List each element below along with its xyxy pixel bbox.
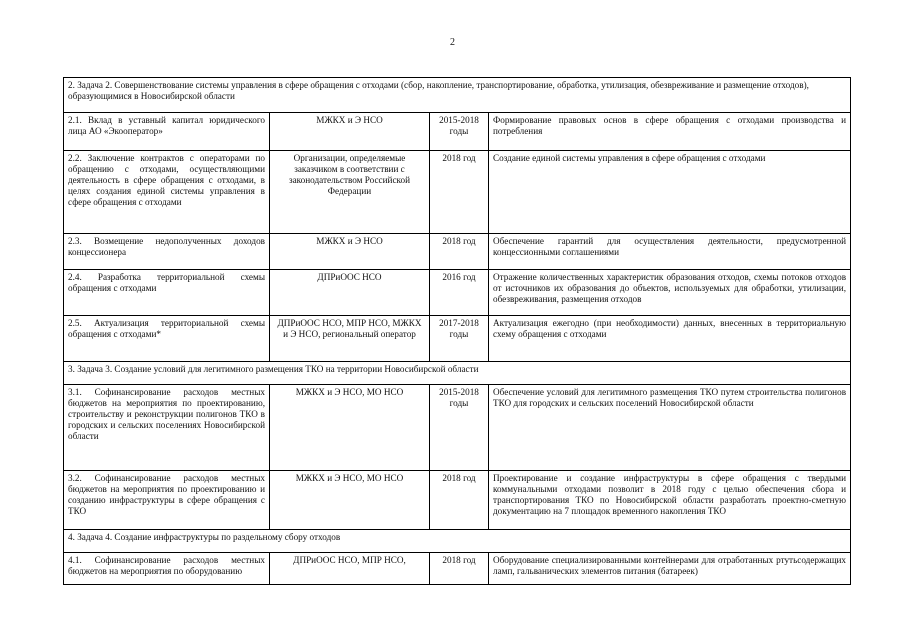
measure-cell: 4.1. Софинансирование расходов местных бюджетов на мероприятия по оборудованию [64, 553, 270, 585]
task-title: 3. Задача 3. Создание условий для легитимного размещения ТКО на территории Новосибирской области [64, 362, 851, 385]
task-title: 2. Задача 2. Совершенствование системы управления в сфере обращения с отходами (сбор, накопление, транспортирование, обработка, утилизация, обезвреживание и размещение отходов), образующимися в Новосибирской области [64, 78, 851, 113]
measure-cell: 2.2. Заключение контрактов с операторами по обращению с отходами, осуществляющими деятельность в сфере обращения с отходами, в целях создания единой системы управления в сфере обращения с отходами [64, 151, 270, 234]
measure-cell: 3.2. Софинансирование расходов местных бюджетов на мероприятия по проектированию и созданию инфраструктуры в сфере обращения с ТКО [64, 471, 270, 530]
table-row [64, 113, 851, 151]
table-row [64, 234, 851, 270]
period-cell: 2018 год [430, 234, 489, 270]
executor-cell: ДПРиООС НСО [270, 270, 430, 316]
table-row [64, 471, 851, 530]
period-cell: 2016 год [430, 270, 489, 316]
period-cell: 2017-2018 годы [430, 316, 489, 362]
page-number: 2 [450, 37, 455, 48]
table-row [64, 151, 851, 234]
period-cell: 2018 год [430, 151, 489, 234]
executor-cell: МЖКХ и Э НСО, МО НСО [270, 471, 430, 530]
result-cell: Формирование правовых основ в сфере обращения с отходами производства и потребления [489, 113, 851, 151]
period-cell: 2015-2018 годы [430, 113, 489, 151]
period-cell: 2015-2018 годы [430, 385, 489, 471]
result-cell: Оборудование специализированными контейнерами для отработанных ртутьсодержащих ламп, гальванических элементов питания (батареек) [489, 553, 851, 585]
task-row [64, 530, 851, 553]
table-row [64, 316, 851, 362]
executor-cell: ДПРиООС НСО, МПР НСО, [270, 553, 430, 585]
executor-cell: МЖКХ и Э НСО [270, 234, 430, 270]
result-cell: Обеспечение гарантий для осуществления деятельности, предусмотренной концессионными соглашениями [489, 234, 851, 270]
task-title: 4. Задача 4. Создание инфраструктуры по раздельному сбору отходов [64, 530, 851, 553]
measure-cell: 2.4. Разработка территориальной схемы обращения с отходами [64, 270, 270, 316]
task-row [64, 78, 851, 113]
period-cell: 2018 год [430, 553, 489, 585]
result-cell: Отражение количественных характеристик образования отходов, схемы потоков отходов от источников их образования до объектов, используемых для обработки, утилизации, обезвреживания, размещения отходов [489, 270, 851, 316]
result-cell: Актуализация ежегодно (при необходимости) данных, внесенных в территориальную схему обращения с отходами [489, 316, 851, 362]
executor-cell: ДПРиООС НСО, МПР НСО, МЖКХ и Э НСО, региональный оператор [270, 316, 430, 362]
task-row [64, 362, 851, 385]
result-cell: Обеспечение условий для легитимного размещения ТКО путем строительства полигонов ТКО для городских и сельских поселений Новосибирской области [489, 385, 851, 471]
result-cell: Создание единой системы управления в сфере обращения с отходами [489, 151, 851, 234]
measure-cell: 3.1. Софинансирование расходов местных бюджетов на мероприятия по проектированию, строительству и реконструкции полигонов ТКО в городских и сельских поселениях Новосибирской области [64, 385, 270, 471]
executor-cell: МЖКХ и Э НСО [270, 113, 430, 151]
table-row [64, 385, 851, 471]
measure-cell: 2.1. Вклад в уставный капитал юридического лица АО «Экооператор» [64, 113, 270, 151]
executor-cell: МЖКХ и Э НСО, МО НСО [270, 385, 430, 471]
period-cell: 2018 год [430, 471, 489, 530]
measure-cell: 2.5. Актуализация территориальной схемы обращения с отходами* [64, 316, 270, 362]
measure-cell: 2.3. Возмещение недополученных доходов концессионера [64, 234, 270, 270]
table-row [64, 270, 851, 316]
result-cell: Проектирование и создание инфраструктуры в сфере обращения с твердыми коммунальными отходами позволит в 2018 году с целью обеспечения сбора и транспортирования ТКО по Новосибирской области разработать проектно-сметную документацию на 7 площадок временного накопления ТКО [489, 471, 851, 530]
table-row [64, 553, 851, 585]
executor-cell: Организации, определяемые заказчиком в соответствии с законодательством Российской Федерации [270, 151, 430, 234]
measures-table [63, 77, 851, 585]
